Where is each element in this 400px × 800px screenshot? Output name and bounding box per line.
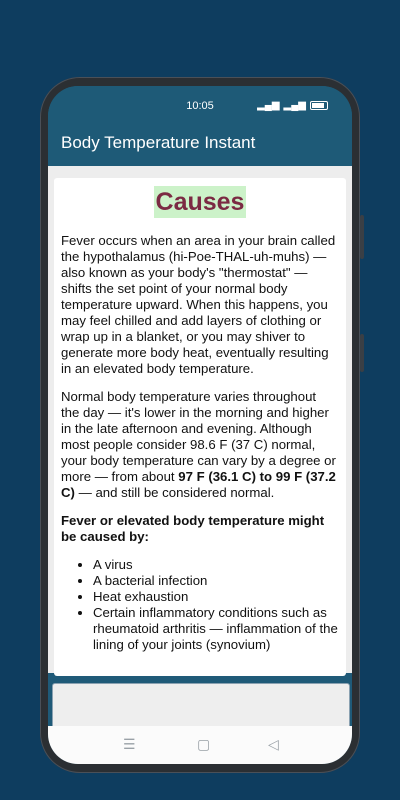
home-icon[interactable]: ▢ bbox=[197, 736, 211, 752]
volume-button bbox=[360, 334, 364, 372]
list-item: • Certain inflammatory conditions such as rheumatoid arthritis — inflammation of the lining of your joints (synovium) bbox=[93, 605, 338, 653]
list-item: • A virus bbox=[93, 557, 338, 573]
article-card[interactable] bbox=[54, 178, 346, 676]
paragraph-2 bbox=[61, 389, 338, 501]
signal-icon-2: ▂▄▆ bbox=[283, 100, 306, 111]
menu-icon[interactable]: ☰ bbox=[123, 736, 136, 752]
power-button bbox=[360, 215, 364, 259]
signal-icon: ▂▄▆ bbox=[257, 100, 280, 111]
status-time: 10:05 bbox=[186, 100, 214, 112]
paragraph-2-text-a: Normal body temperature varies throughout the day — it's lower in the morning and higher in the late afternoon and evening. Although most people consider 98.6 F (37 C) normal, your body temperature can vary by a degree or more — from about bbox=[61, 389, 336, 484]
causes-heading bbox=[61, 513, 338, 545]
app-bar bbox=[48, 126, 352, 166]
list-item: • Heat exhaustion bbox=[93, 589, 338, 605]
article-body bbox=[61, 233, 338, 653]
paragraph-2-text-b: — and still be considered normal. bbox=[78, 485, 275, 500]
status-bar bbox=[48, 86, 352, 126]
status-icons bbox=[257, 100, 328, 111]
phone-screen bbox=[48, 86, 352, 764]
navigation-bar bbox=[48, 726, 352, 764]
back-icon[interactable]: ◁ bbox=[268, 736, 279, 752]
paragraph-1: Fever occurs when an area in your brain called the hypothalamus (hi-Poe-THAL-uh-muhs) — also known as your body's "thermostat" — shifts the set point of your normal body temperature upward. When this happens, you may feel chilled and add layers of clothing or wrap up in a blanket, or you may shiver to generate more body heat, eventually resulting in an elevated body temperature. bbox=[61, 233, 336, 376]
causes-heading-text: Fever or elevated body temperature might be caused by: bbox=[61, 513, 325, 544]
bottom-input-box[interactable] bbox=[52, 683, 350, 729]
content-area[interactable] bbox=[48, 166, 352, 673]
list-item: • A bacterial infection bbox=[93, 573, 338, 589]
battery-icon bbox=[310, 101, 328, 110]
article-heading-wrap bbox=[54, 188, 346, 217]
article-heading: Causes bbox=[155, 188, 245, 216]
app-title: Body Temperature Instant bbox=[61, 133, 256, 152]
paragraph-2-bold: 97 F (36.1 C) to 99 F (37.2 C) bbox=[61, 469, 336, 500]
causes-list bbox=[61, 557, 338, 653]
